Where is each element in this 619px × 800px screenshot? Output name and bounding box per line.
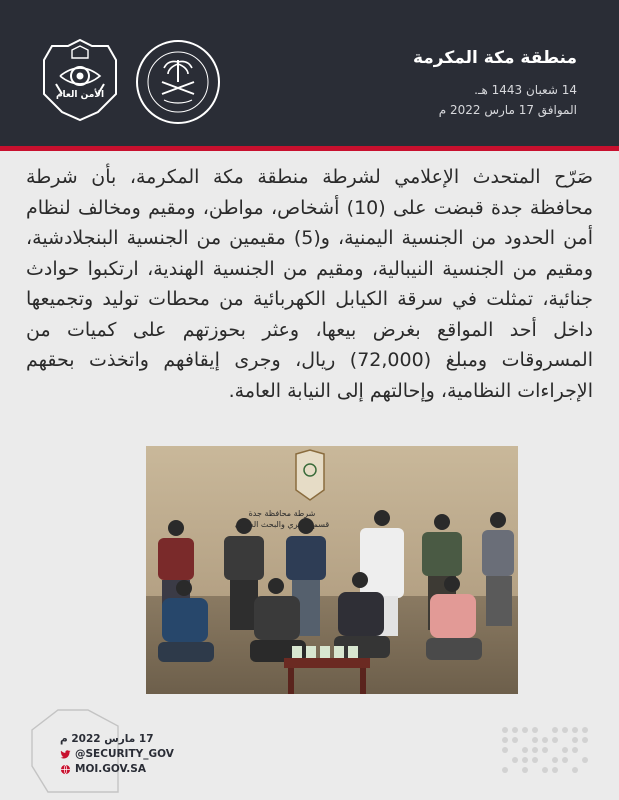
sign-line-2: قسم التحري والبحث الجنائي — [234, 520, 330, 529]
gregorian-date: الموافق 17 مارس 2022 م — [438, 103, 577, 117]
shield-icon — [38, 36, 122, 124]
header-dates — [439, 80, 577, 120]
globe-icon — [60, 764, 71, 775]
photo-illustration — [146, 446, 518, 694]
footer-website[interactable] — [60, 763, 146, 775]
header-bar — [0, 0, 619, 146]
website-url: MOI.GOV.SA — [75, 763, 146, 775]
sign-line-1: شرطة محافظة جدة — [248, 509, 316, 518]
public-security-logo-text: الأمن العام — [55, 90, 105, 100]
saudi-emblem-logo — [136, 40, 220, 124]
hijri-date: 14 شعبان 1443 هـ. — [474, 83, 577, 97]
footer-date — [60, 733, 154, 745]
footer-date-text: 17 مارس 2022 م — [60, 733, 154, 745]
footer-twitter[interactable] — [60, 748, 174, 760]
region-title: منطقة مكة المكرمة — [412, 48, 577, 68]
twitter-handle: @SECURITY_GOV — [75, 748, 174, 760]
twitter-icon — [60, 749, 71, 760]
public-security-logo — [38, 36, 122, 124]
palm-swords-icon — [138, 42, 218, 122]
decorative-dots — [499, 724, 591, 776]
sign-text — [232, 508, 332, 530]
press-statement: صَرّح المتحدث الإعلامي لشرطة منطقة مكة المكرمة، بأن شرطة محافظة جدة قبضت على (10) أشخاص، مواطن، ومقيم ومخالف لنظام أمن الحدود من الجنسية اليمنية، و(5) مقيمين من الجنسية البنجلادشية، ومقيم من الجنسية النيبالية، ومقيم من الجنسية الهندية، ارتكبوا حوادث جنائية، تمثلت في سرقة الكيابل الكهربائية من محطات توليد وتجميعها داخل أحد المواقع بغرض بيعها، وعثر بحوزتهم على كميات من المسروقات ومبلغ (72,000) ريال، وجرى إيقافهم واتخذت بحقهم الإجراءات النظامية، وإحالتهم إلى النيابة العامة. — [26, 166, 594, 402]
suspects-photo — [146, 446, 518, 694]
accent-divider — [0, 146, 619, 151]
